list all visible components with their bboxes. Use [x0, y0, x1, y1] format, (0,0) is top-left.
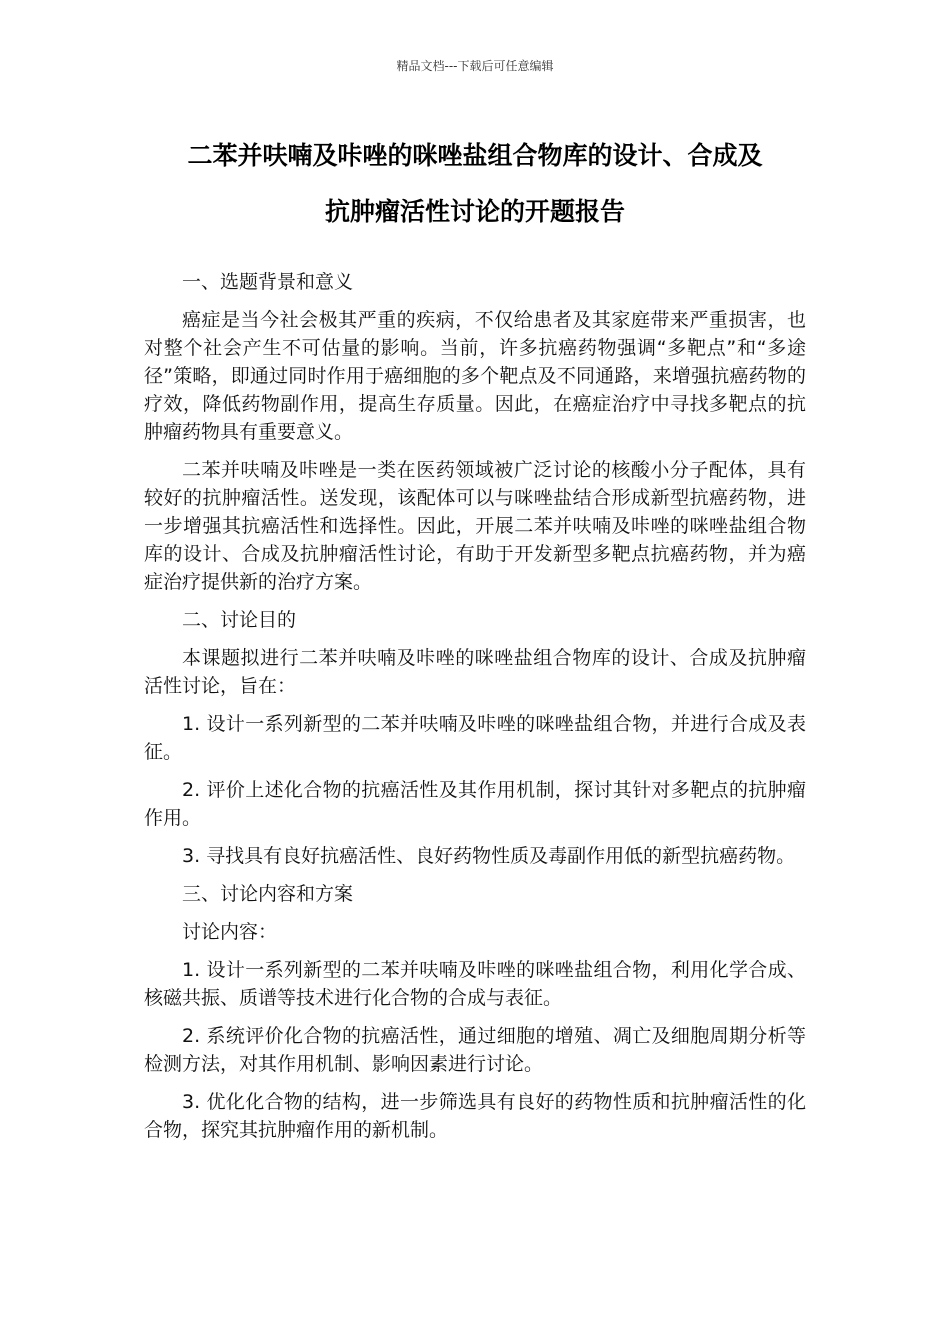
- paragraph-background-1: 癌症是当今社会极其严重的疾病，不仅给患者及其家庭带来严重损害，也对整个社会产生不可估量的影响。当前，许多抗癌药物强调“多靶点”和“多途径”策略，即通过同时作用于癌细胞的多个靶点及不同通路，来增强抗癌药物的疗效，降低药物副作用，提高生存质量。因此，在癌症治疗中寻找多靶点的抗肿瘤药物具有重要意义。: [144, 309, 806, 443]
- content-item-3: 3. 优化化合物的结构，进一步筛选具有良好的药物性质和抗肿瘤活性的化合物，探究其抗肿瘤作用的新机制。: [144, 1091, 806, 1141]
- purpose-item-2: 2. 评价上述化合物的抗癌活性及其作用机制，探讨其针对多靶点的抗肿瘤作用。: [144, 779, 806, 829]
- header-note: 精品文档---下载后可任意编辑: [396, 59, 554, 73]
- purpose-item-3: 3. 寻找具有良好抗癌活性、良好药物性质及毒副作用低的新型抗癌药物。: [182, 845, 796, 867]
- title-line-2: 抗肿瘤活性讨论的开题报告: [324, 197, 625, 226]
- section-heading-purpose: 二、讨论目的: [182, 609, 297, 631]
- section-heading-content-plan: 三、讨论内容和方案: [182, 883, 354, 905]
- paragraph-purpose-intro: 本课题拟进行二苯并呋喃及咔唑的咪唑盐组合物库的设计、合成及抗肿瘤活性讨论，旨在：: [144, 647, 806, 697]
- purpose-item-1: 1. 设计一系列新型的二苯并呋喃及咔唑的咪唑盐组合物，并进行合成及表征。: [144, 713, 806, 763]
- content-item-1: 1. 设计一系列新型的二苯并呋喃及咔唑的咪唑盐组合物，利用化学合成、核磁共振、质谱等技术进行化合物的合成与表征。: [144, 959, 806, 1009]
- content-item-2: 2. 系统评价化合物的抗癌活性，通过细胞的增殖、凋亡及细胞周期分析等检测方法，对其作用机制、影响因素进行讨论。: [144, 1025, 806, 1075]
- section-heading-background: 一、选题背景和意义: [182, 271, 354, 293]
- document-title: [120, 128, 830, 240]
- document-body: [144, 268, 806, 1154]
- paragraph-background-2: 二苯并呋喃及咔唑是一类在医药领域被广泛讨论的核酸小分子配体，具有较好的抗肿瘤活性。送发现，该配体可以与咪唑盐结合形成新型抗癌药物，进一步增强其抗癌活性和选择性。因此，开展二苯并呋喃及咔唑的咪唑盐组合物库的设计、合成及抗肿瘤活性讨论，有助于开发新型多靶点抗癌药物，并为癌症治疗提供新的治疗方案。: [144, 459, 806, 593]
- content-label: 讨论内容：: [182, 921, 278, 943]
- title-line-1: 二苯并呋喃及咔唑的咪唑盐组合物库的设计、合成及: [187, 141, 763, 170]
